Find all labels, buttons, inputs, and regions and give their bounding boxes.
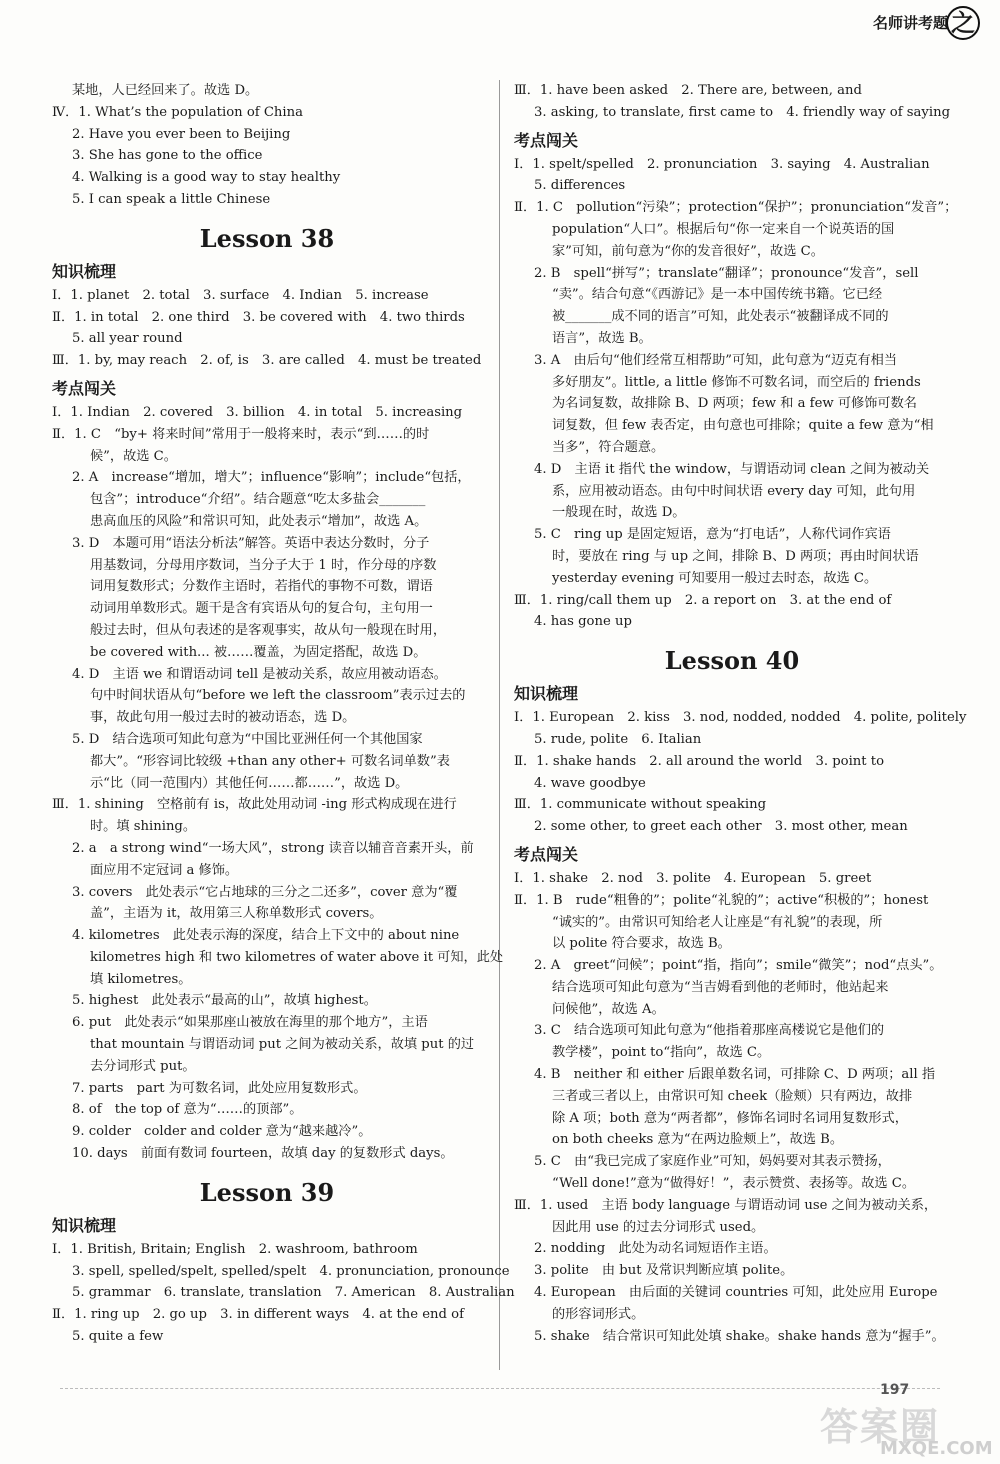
text-line: 系，应用被动语态。由句中时间状语 every day 可知，此句用 — [552, 483, 916, 499]
text-line: 患高血压的风险”和常识可知，此处表示“增加”，故选 A。 — [90, 513, 428, 529]
text-line: 教学楼”，point to“指向”，故选 C。 — [552, 1045, 771, 1061]
text-line: Ⅰ．1. spelt/spelled 2. pronunciation 3. saying 4. Australian — [514, 156, 930, 172]
text-line: “诚实的”。由常识可知给老人让座是“有礼貌”的表现，所 — [552, 914, 883, 930]
text-line: 9. colder colder and colder 意为“越来越冷”。 — [72, 1124, 372, 1140]
text-line: Ⅱ．1. B rude“粗鲁的”；polite“礼貌的”；active“积极的”；honest — [514, 892, 929, 908]
text-line: that mountain 与谓语动词 put 之间为被动关系，故填 put 的过 — [90, 1037, 475, 1053]
text-line: 句中时间状语从句“before we left the classroom”表示过去的 — [90, 688, 466, 704]
text-line: 5. C 由“我已完成了家庭作业”可知，妈妈要对其表示赞扬， — [534, 1154, 891, 1170]
text-line: Ⅱ．1. in total 2. one third 3. be covered with 4. two thirds — [52, 309, 465, 325]
left-intro — [52, 80, 482, 211]
text-line: Ⅱ．1. C “by+ 将来时间”常用于一般将来时，表示“到……的时 — [52, 426, 430, 442]
brand-logo-icon: 之 — [946, 6, 980, 40]
text-line: 词用复数形式；分数作主语时，若指代的事物不可数，谓语 — [90, 579, 433, 595]
text-line: be covered with... 被……覆盖，为固定搭配，故选 D。 — [90, 644, 427, 660]
watermark-url: MXQE.COM — [880, 1438, 993, 1459]
text-line: 4. European 由后面的关键词 countries 可知，此处应用 Europe — [534, 1285, 938, 1301]
text-line: 时，要放在 ring 与 up 之间，排除 B、D 两项；再由时间状语 — [552, 548, 919, 564]
lesson-39-title: Lesson 39 — [199, 1177, 335, 1207]
text-line: Ⅰ．1. shake 2. nod 3. polite 4. European 5. greet — [514, 870, 872, 886]
text-line: yesterday evening 可知要用一般过去时态，故选 C。 — [552, 570, 878, 586]
text-line: Ⅳ．1. What’s the population of China — [52, 104, 303, 120]
section-heading: 知识梳理 — [514, 684, 579, 704]
text-line: 3. A 由后句“他们经常互相帮助”可知，此句意为“迈克有相当 — [534, 352, 898, 368]
text-line: Ⅱ．1. ring up 2. go up 3. in different ways 4. at the end of — [52, 1307, 464, 1323]
text-line: 5. shake 结合常识可知此处填 shake。shake hands 意为“握手”。 — [534, 1328, 945, 1344]
lesson-40-exercises — [514, 868, 950, 1348]
brand-title: 名师讲考题 — [872, 14, 948, 32]
text-line: 问候他”，故选 A。 — [552, 1001, 665, 1017]
text-line: 3. C 结合选项可知此句意为“他指着那座高楼说它是他们的 — [534, 1023, 885, 1039]
right-column — [514, 80, 967, 1347]
text-line: 5. I can speak a little Chinese — [72, 191, 271, 207]
section-heading: 知识梳理 — [52, 1215, 117, 1235]
text-line: 都大”。“形容词比较级 +than any other+ 可数名词单数”表 — [90, 753, 450, 769]
text-line: 一般现在时，故选 D。 — [552, 505, 686, 521]
text-line: 5. D 结合选项可知此句意为“中国比亚洲任何一个其他国家 — [72, 731, 423, 747]
text-line: Ⅰ．1. European 2. kiss 3. nod, nodded, nodded 4. polite, politely — [514, 710, 967, 726]
text-line: 2. A greet“问候”；point“指，指向”；smile“微笑”；nod“点头”。 — [534, 958, 943, 974]
section-heading: 考点闯关 — [514, 130, 579, 150]
text-line: 2. Have you ever been to Beijing — [72, 126, 291, 142]
text-line: 3. D 本题可用“语法分析法”解答。英语中表达分数时，分子 — [72, 535, 430, 551]
footer-rule — [60, 1388, 940, 1390]
lesson-40-title: Lesson 40 — [664, 646, 800, 676]
text-line: 4. kilometres 此处表示海的深度，结合上下文中的 about nine — [72, 928, 460, 944]
text-line: 除 A 项；both 意为“两者都”，修饰名词时名词用复数形式， — [552, 1110, 908, 1126]
text-line: 填 kilometres。 — [90, 971, 192, 987]
text-line: 4. B neither 和 either 后跟单数名词，可排除 C、D 两项；all 指 — [534, 1067, 936, 1083]
text-line: 4. D 主语 it 指代 the window，与谓语动词 clean 之间为被动关 — [534, 461, 930, 477]
text-line: 3. spell, spelled/spelt, spelled/spelt 4. pronunciation, pronounce — [72, 1263, 510, 1279]
text-line: 三者或三者以上，由常识可知 cheek（脸颊）只有两边，故排 — [552, 1088, 913, 1104]
text-line: population“人口”。根据后句“你一定来自一个说英语的国 — [552, 221, 895, 237]
lesson-40-knowledge — [514, 707, 967, 838]
lesson-39-exercises — [514, 154, 958, 634]
text-line: 词复数，但 few 表否定，由句意也可排除；quite a few 意为“相 — [552, 418, 934, 434]
right-intro — [514, 80, 950, 124]
text-line: 某地，人已经回来了。故选 D。 — [72, 83, 259, 98]
text-line: 3. polite 由 but 及常识判断应填 polite。 — [534, 1263, 794, 1279]
text-line: 3. asking, to translate, first came to 4. friendly way of saying — [534, 104, 951, 120]
lesson-38-knowledge — [52, 285, 482, 372]
text-line: 面应用不定冠词 a 修饰。 — [90, 862, 239, 878]
text-line: 家”可知，前句意为“你的发音很好”，故选 C。 — [552, 243, 824, 259]
text-line: 为名词复数，故排除 B、D 两项；few 和 a few 可修饰可数名 — [552, 396, 917, 412]
text-line: 5. C ring up 是固定短语，意为“打电话”，人称代词作宾语 — [534, 527, 891, 543]
text-line: Ⅱ．1. C pollution“污染”；protection“保护”；pronunciation“发音”； — [514, 200, 958, 216]
text-line: Ⅲ．1. have been asked 2. There are, between, and — [514, 83, 862, 98]
text-line: Ⅰ．1. British, Britain; English 2. washroom, bathroom — [52, 1241, 418, 1257]
text-line: “卖”。结合句意“《西游记》是一本中国传统书籍。它已经 — [552, 287, 883, 303]
watermark-logo: 答案圈 — [820, 1405, 941, 1449]
text-line: Ⅱ．1. shake hands 2. all around the world 3. point to — [514, 753, 885, 769]
text-line: 示“比（同一范围内）其他任何……都……”，故选 D。 — [90, 775, 409, 791]
text-line: 结合选项可知此句意为“当吉姆看到他的老师时，他站起来 — [552, 979, 889, 995]
text-line: 5. grammar 6. translate, translation 7. American 8. Australian — [72, 1285, 515, 1301]
text-line: 4. Walking is a good way to stay healthy — [72, 170, 341, 186]
left-column — [52, 80, 515, 1348]
text-line: Ⅲ．1. used 主语 body language 与谓语动词 use 之间为被动关系， — [514, 1197, 938, 1213]
text-line: 5. highest 此处表示“最高的山”，故填 highest。 — [72, 993, 377, 1009]
text-line: Ⅲ．1. by, may reach 2. of, is 3. are called 4. must be treated — [52, 353, 482, 369]
section-heading: 知识梳理 — [52, 261, 117, 281]
text-line: 2. B spell“拼写”；translate“翻译”；pronounce“发音”，sell — [534, 265, 919, 281]
text-line: 10. days 前面有数词 fourteen，故填 day 的复数形式 days。 — [72, 1146, 454, 1162]
text-line: 5. differences — [534, 178, 626, 194]
text-line: 盖”，主语为 it，故用第三人称单数形式 covers。 — [90, 906, 383, 922]
text-line: 2. nodding 此处为动名词短语作主语。 — [534, 1241, 777, 1257]
text-line: 5. all year round — [72, 331, 183, 347]
page-number: 197 — [880, 1382, 910, 1398]
text-line: 7. parts part 为可数名词，此处应用复数形式。 — [72, 1080, 367, 1096]
text-line: 5. quite a few — [72, 1329, 164, 1345]
text-line: 3. She has gone to the office — [72, 148, 263, 164]
text-line: 用基数词，分母用序数词，当分子大于 1 时，作分母的序数 — [90, 557, 437, 573]
text-line: Ⅲ．1. ring/call them up 2. a report on 3. at the end of — [514, 592, 892, 608]
text-line: 语言”，故选 B。 — [552, 330, 652, 346]
text-line: 以 polite 符合要求，故选 B。 — [552, 936, 731, 952]
text-line: 事，故此句用一般过去时的被动语态，选 D。 — [90, 710, 356, 726]
text-line: 2. some other, to greet each other 3. most other, mean — [534, 819, 908, 835]
text-line: 4. has gone up — [534, 614, 632, 630]
text-line: “Well done!”意为“做得好！”，表示赞赏、表扬等。故选 C。 — [552, 1176, 916, 1192]
text-line: Ⅰ．1. planet 2. total 3. surface 4. Indian 5. increase — [52, 287, 429, 303]
text-line: 包含”；introduce“介绍”。结合题意“吃太多盐会_______ — [90, 492, 426, 508]
text-line: 般过去时，但从句表述的是客观事实，故从句一般现在时用， — [90, 622, 447, 638]
lesson-38-exercises — [52, 402, 504, 1165]
text-line: kilometres high 和 two kilometres of water above it 可知，此处 — [90, 949, 504, 965]
text-line: 4. wave goodbye — [534, 775, 646, 791]
text-line: 去分词形式 put。 — [90, 1058, 196, 1074]
text-line: Ⅰ．1. Indian 2. covered 3. billion 4. in total 5. increasing — [52, 404, 463, 420]
text-line: 候”，故选 C。 — [90, 448, 177, 464]
text-line: 2. A increase“增加，增大”；influence“影响”；include“包括， — [72, 470, 471, 486]
text-line: Ⅲ．1. communicate without speaking — [514, 797, 767, 813]
text-line: 3. covers 此处表示“它占地球的三分之二还多”，cover 意为“覆 — [72, 884, 458, 900]
text-line: on both cheeks 意为“在两边脸颊上”，故选 B。 — [552, 1132, 844, 1148]
section-heading: 考点闯关 — [514, 844, 579, 864]
text-line: 时。填 shining。 — [90, 819, 197, 835]
text-line: 4. D 主语 we 和谓语动词 tell 是被动关系，故应用被动语态。 — [72, 666, 447, 682]
column-divider — [499, 80, 500, 1370]
lesson-39-knowledge — [52, 1239, 515, 1348]
text-line: 8. of the top of 意为“……的顶部”。 — [72, 1102, 303, 1118]
text-line: 6. put 此处表示“如果那座山被放在海里的那个地方”，主语 — [72, 1015, 428, 1031]
text-line: 被_______成不同的语言”可知，此处表示“被翻译成不同的 — [552, 309, 889, 325]
text-line: 动词用单数形式。题干是含有宾语从句的复合句，主句用一 — [90, 601, 433, 617]
section-heading: 考点闯关 — [52, 378, 117, 398]
text-line: 因此用 use 的过去分词形式 used。 — [552, 1219, 765, 1235]
text-line: 2. a a strong wind“一场大风”，strong 读音以辅音音素开头，前 — [72, 840, 474, 856]
text-line: 当多”，符合题意。 — [552, 439, 665, 455]
text-line: 的形容词形式。 — [552, 1306, 645, 1322]
text-line: 多好朋友”。little, a little 修饰不可数名词，而空后的 friends — [552, 374, 921, 390]
lesson-38-title: Lesson 38 — [199, 223, 335, 253]
text-line: Ⅲ．1. shining 空格前有 is，故此处用动词 -ing 形式构成现在进行 — [52, 797, 457, 813]
text-line: 5. rude, polite 6. Italian — [534, 731, 702, 747]
